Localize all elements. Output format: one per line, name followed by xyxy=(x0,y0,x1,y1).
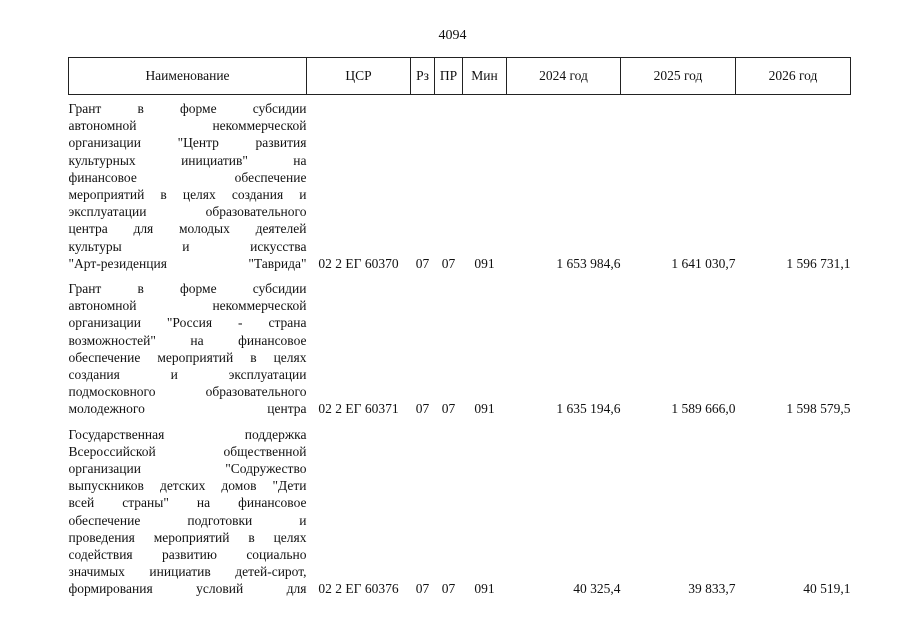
row-pr: 07 xyxy=(441,401,456,417)
row-name xyxy=(69,95,307,273)
row-value-2025: 39 833,7 xyxy=(688,581,736,597)
row-name-line: обеспечение мероприятий в целях xyxy=(68,349,307,365)
header-csr: ЦСР xyxy=(307,58,411,95)
row-value-2026: 40 519,1 xyxy=(803,581,851,597)
row-rz: 07 xyxy=(415,401,430,417)
row-min: 091 xyxy=(474,255,495,271)
row-name-line: проведения мероприятий в целях xyxy=(68,529,307,545)
row-name-line: организации "Содружество xyxy=(68,461,307,477)
row-name-line: возможностей" на финансовое xyxy=(68,332,307,348)
row-name-line: Государственная поддержка xyxy=(68,426,307,442)
header-year-2024: 2024 год xyxy=(507,58,621,95)
header-year-2025: 2025 год xyxy=(621,58,736,95)
table-row xyxy=(69,426,851,598)
row-name-line: финансовое обеспечение xyxy=(68,169,307,185)
table-row xyxy=(69,280,851,418)
row-spacer xyxy=(69,418,851,426)
row-name-line: молодежного центра xyxy=(68,401,307,417)
row-min: 091 xyxy=(474,401,495,417)
row-csr: 02 2 ЕГ 60376 xyxy=(318,581,399,597)
row-value-2024: 1 635 194,6 xyxy=(556,401,621,417)
row-name xyxy=(69,280,307,418)
row-spacer xyxy=(69,272,851,280)
row-name-line: организации "Россия - страна xyxy=(68,315,307,331)
row-name-line: "Арт-резиденция "Таврида" xyxy=(68,255,307,271)
row-name-line: автономной некоммерческой xyxy=(68,118,307,134)
row-name-line: Грант в форме субсидии xyxy=(68,281,307,297)
page-number: 4094 xyxy=(438,28,467,43)
row-name-line: культурных инициатив" на xyxy=(68,152,307,168)
row-name-line: центра для молодых деятелей xyxy=(68,221,307,237)
row-name-line: автономной некоммерческой xyxy=(68,298,307,314)
row-rz: 07 xyxy=(415,255,430,271)
row-name-line: подмосковного образовательного xyxy=(68,384,307,400)
row-pr: 07 xyxy=(441,581,456,597)
budget-table xyxy=(68,57,851,598)
row-name xyxy=(69,426,307,598)
row-name-line: Всероссийской общественной xyxy=(68,443,307,459)
row-spacer-cell xyxy=(69,272,851,280)
row-spacer-cell xyxy=(69,418,851,426)
row-name-line: организации "Центр развития xyxy=(68,135,307,151)
row-name-line: выпускников детских домов "Дети xyxy=(68,478,307,494)
row-csr: 02 2 ЕГ 60371 xyxy=(318,401,399,417)
row-name-line: создания и эксплуатации xyxy=(68,367,307,383)
row-value-2026: 1 598 579,5 xyxy=(786,401,851,417)
row-value-2025: 1 641 030,7 xyxy=(671,255,736,271)
row-min: 091 xyxy=(474,581,495,597)
header-min: Мин xyxy=(463,58,507,95)
row-value-2024: 1 653 984,6 xyxy=(556,255,621,271)
row-pr: 07 xyxy=(441,255,456,271)
row-name-line: обеспечение подготовки и xyxy=(68,512,307,528)
row-value-2026: 1 596 731,1 xyxy=(786,255,851,271)
row-name-line: Грант в форме субсидии xyxy=(68,101,307,116)
row-name-line: содействия развитию социально xyxy=(68,547,307,563)
row-value-2024: 40 325,4 xyxy=(573,581,621,597)
row-csr: 02 2 ЕГ 60370 xyxy=(318,255,399,271)
table-header-row xyxy=(69,58,851,95)
header-rz: Рз xyxy=(411,58,435,95)
row-name-line: формирования условий для xyxy=(68,581,307,597)
row-rz: 07 xyxy=(415,581,430,597)
row-name-line: культуры и искусства xyxy=(68,238,307,254)
header-year-2026: 2026 год xyxy=(736,58,851,95)
row-name-line: всей страны" на финансовое xyxy=(68,495,307,511)
row-value-2025: 1 589 666,0 xyxy=(671,401,736,417)
header-name: Наименование xyxy=(69,58,307,95)
row-name-line: мероприятий в целях создания и xyxy=(68,187,307,203)
table-row xyxy=(69,95,851,273)
row-name-line: значимых инициатив детей-сирот, xyxy=(68,564,307,580)
header-pr: ПР xyxy=(435,58,463,95)
row-name-line: эксплуатации образовательного xyxy=(68,204,307,220)
